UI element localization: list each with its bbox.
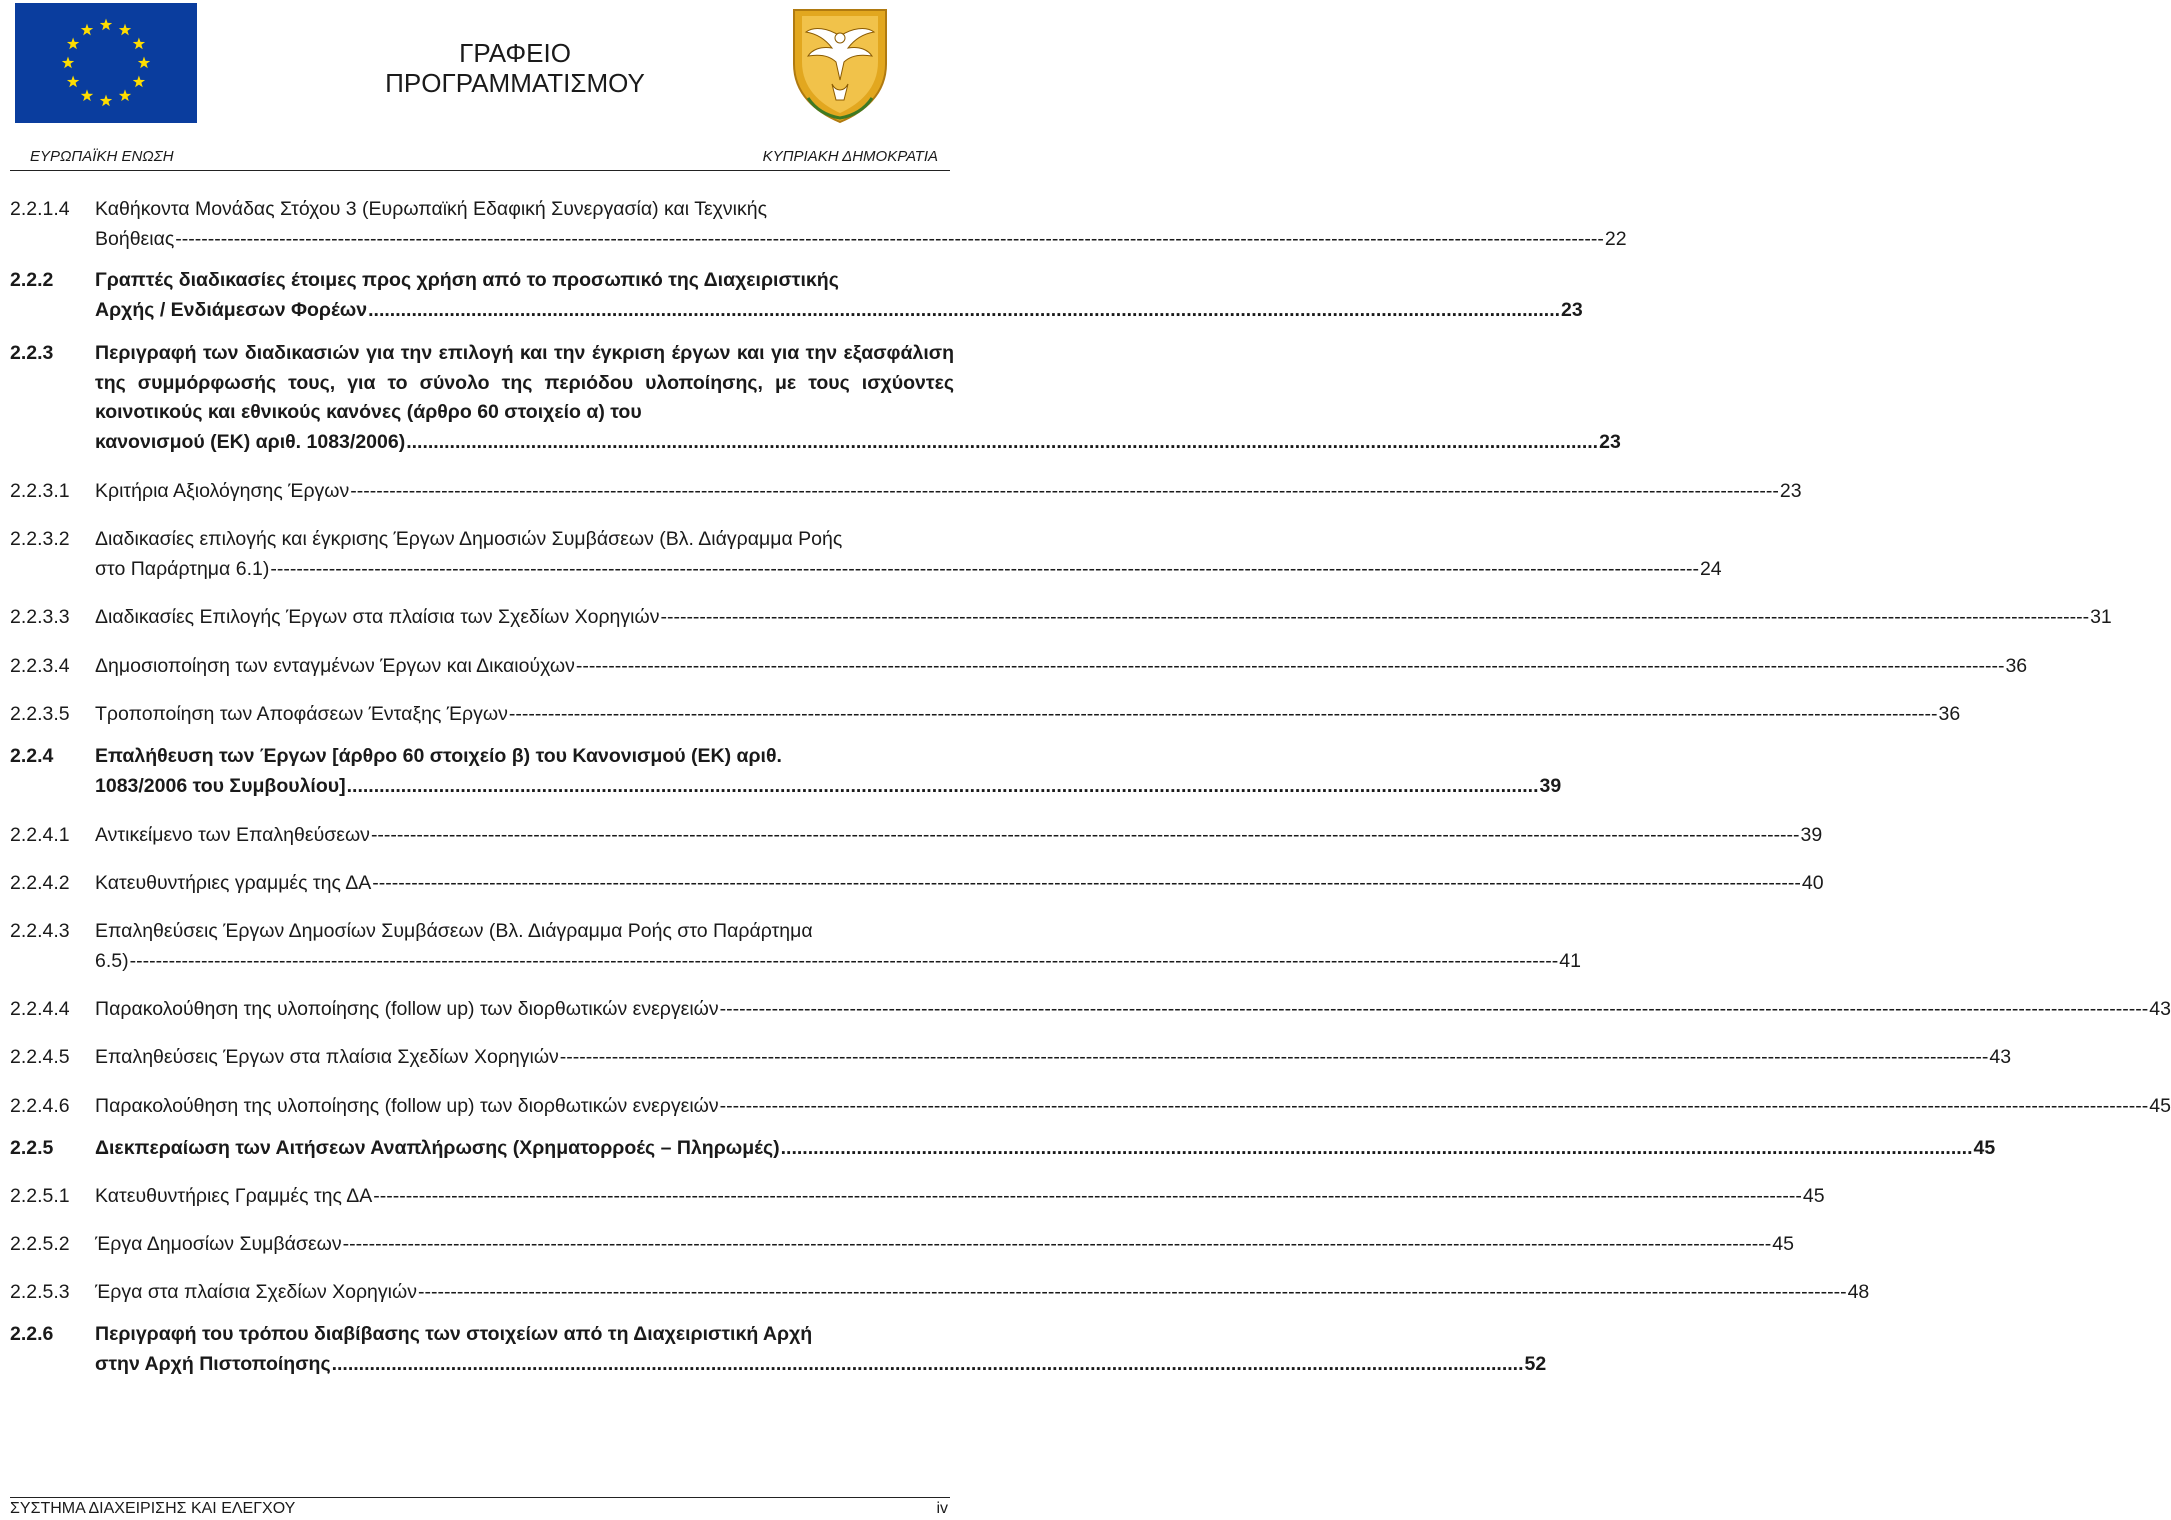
toc-entry-number: 2.2.1.4 (10, 198, 70, 220)
toc-entry (10, 1182, 1825, 1212)
toc-entry-title-end: Παρακολούθηση της υλοποίησης (follow up) των διορθωτικών ενεργειών (95, 1095, 719, 1117)
star-icon (81, 89, 93, 101)
star-icon (100, 19, 112, 31)
cyprus-label: ΚΥΠΡΙΑΚΗ ΔΗΜΟΚΡΑΤΙΑ (762, 148, 938, 165)
toc-entry (10, 1230, 1794, 1260)
toc-entry (10, 477, 1802, 507)
toc-leader: ---------------------------------------------------------------------------------------------------------------------------------------------------------------------------------------------------------------------------- (417, 1281, 1847, 1303)
toc-entry-page: 45 (1802, 1185, 1825, 1207)
header-title (360, 38, 670, 98)
toc-entry-number: 2.2.5.3 (10, 1281, 70, 1303)
toc-entry-number: 2.2.6 (10, 1323, 54, 1345)
toc-entry (10, 1043, 2012, 1073)
star-icon (67, 76, 79, 88)
toc-entry-title-end: Αντικείμενο των Επαληθεύσεων (95, 824, 370, 846)
toc-entry-number: 2.2.3.2 (10, 528, 70, 550)
toc-entry (10, 1320, 1547, 1379)
toc-entry-page: 41 (1559, 949, 1581, 972)
star-icon (133, 38, 145, 50)
toc-leader: ............................................................................................................................................................................................................................ (346, 774, 1539, 797)
star-icon (100, 95, 112, 107)
toc-entry-number: 2.2.4.3 (10, 920, 70, 942)
toc-entry-number: 2.2.4.6 (10, 1095, 70, 1117)
toc-entry-title-end: στην Αρχή Πιστοποίησης (95, 1352, 331, 1375)
toc-entry-title-end: 6.5) (95, 949, 129, 972)
toc-leader: ---------------------------------------------------------------------------------------------------------------------------------------------------------------------------------------------------------------------------- (719, 1095, 2149, 1117)
toc-entry-number: 2.2.3.4 (10, 655, 70, 677)
toc-entry-title-end: Αρχής / Ενδιάμεσων Φορέων (95, 298, 368, 321)
star-icon (119, 24, 131, 36)
toc-entry-title-end: κανονισμού (ΕΚ) αριθ. 1083/2006) (95, 430, 406, 453)
toc-entry-title-end: Έργα Δημοσίων Συμβάσεων (95, 1233, 342, 1255)
toc-entry-page: 45 (1772, 1233, 1794, 1255)
toc-entry-number: 2.2.3.3 (10, 606, 70, 628)
page-number: iv (936, 1500, 948, 1517)
footer-divider (10, 1497, 950, 1498)
toc-leader: ---------------------------------------------------------------------------------------------------------------------------------------------------------------------------------------------------------------------------- (660, 606, 2090, 628)
toc-entry-page: 45 (1973, 1137, 1996, 1159)
toc-entry-page: 23 (1779, 480, 1802, 502)
toc-leader: ............................................................................................................................................................................................................................ (780, 1137, 1973, 1159)
toc-entry (10, 1278, 1870, 1308)
toc-entry-page: 23 (1599, 430, 1621, 453)
toc-entry-title-end: Κριτήρια Αξιολόγησης Έργων (95, 480, 350, 502)
toc-entry-title: Διαδικασίες επιλογής και έγκρισης Έργων Δημοσιών Συμβάσεων (Βλ. Διάγραμμα Ροής (95, 528, 843, 550)
toc-entry (10, 652, 2028, 682)
toc-entry (10, 1092, 2171, 1122)
toc-leader: ---------------------------------------------------------------------------------------------------------------------------------------------------------------------------------------------------------------------------- (350, 480, 1779, 502)
toc-entry-title-end: Έργα στα πλαίσια Σχεδίων Χορηγιών (95, 1281, 417, 1303)
toc-entry-number: 2.2.3 (10, 342, 54, 364)
toc-entry-title-end: Τροποποίηση των Αποφάσεων Ένταξης Έργων (95, 703, 508, 725)
toc-entry-page: 39 (1539, 774, 1562, 797)
toc-entry-page: 43 (2149, 998, 2171, 1020)
toc-entry-page: 22 (1604, 227, 1627, 250)
toc-entry-number: 2.2.4.5 (10, 1046, 70, 1068)
star-icon (119, 89, 131, 101)
star-icon (62, 57, 74, 69)
star-icon (138, 57, 150, 69)
toc-entry-title: Επαλήθευση των Έργων [άρθρο 60 στοιχείο β) του Κανονισμού (ΕΚ) αριθ. (95, 745, 782, 767)
toc-entry-title-end: Βοήθειας (95, 227, 175, 250)
toc-entry-page: 52 (1524, 1352, 1547, 1375)
toc-entry-title: Επαληθεύσεις Έργων Δημοσίων Συμβάσεων (Βλ. Διάγραμμα Ροής στο Παράρτημα (95, 920, 813, 942)
toc-entry-page: 24 (1699, 557, 1722, 580)
toc-entry-page: 31 (2090, 606, 2112, 628)
eu-flag-icon (15, 3, 197, 123)
header-title-line1: ΓΡΑΦΕΙΟ (459, 38, 571, 68)
toc-leader: ............................................................................................................................................................................................................................ (331, 1352, 1524, 1375)
toc-leader: ---------------------------------------------------------------------------------------------------------------------------------------------------------------------------------------------------------------------------- (342, 1233, 1772, 1255)
toc-leader: ---------------------------------------------------------------------------------------------------------------------------------------------------------------------------------------------------------------------------- (270, 557, 1699, 580)
toc-entry-page: 36 (2005, 655, 2028, 677)
star-icon (133, 76, 145, 88)
header-title-line2: ΠΡΟΓΡΑΜΜΑΤΙΣΜΟΥ (385, 68, 645, 98)
toc-leader: ---------------------------------------------------------------------------------------------------------------------------------------------------------------------------------------------------------------------------- (508, 703, 1938, 725)
toc-leader: ---------------------------------------------------------------------------------------------------------------------------------------------------------------------------------------------------------------------------- (175, 227, 1604, 250)
toc-entry-page: 48 (1847, 1281, 1870, 1303)
footer-title: ΣΥΣΤΗΜΑ ΔΙΑΧΕΙΡΙΣΗΣ ΚΑΙ ΕΛΕΓΧΟΥ (10, 1500, 296, 1517)
toc-entry-title: Γραπτές διαδικασίες έτοιμες προς χρήση από το προσωπικό της Διαχειριστικής (95, 269, 839, 291)
toc-entry-number: 2.2.4.4 (10, 998, 70, 1020)
toc-entry-page: 40 (1801, 872, 1824, 894)
toc-entry-number: 2.2.5 (10, 1137, 54, 1159)
toc-entry-title-end: Παρακολούθηση της υλοποίησης (follow up) των διορθωτικών ενεργειών (95, 998, 719, 1020)
eu-flag-stars (15, 3, 197, 123)
toc-leader: ---------------------------------------------------------------------------------------------------------------------------------------------------------------------------------------------------------------------------- (559, 1046, 1989, 1068)
toc-leader: ---------------------------------------------------------------------------------------------------------------------------------------------------------------------------------------------------------------------------- (575, 655, 2005, 677)
toc-entry-page: 39 (1800, 824, 1823, 846)
toc-entry (10, 266, 1583, 325)
toc-entry-title-end: στο Παράρτημα 6.1) (95, 557, 270, 580)
toc-leader: ---------------------------------------------------------------------------------------------------------------------------------------------------------------------------------------------------------------------------- (373, 1185, 1802, 1207)
toc-entry (10, 869, 1824, 899)
toc-entry-page: 36 (1938, 703, 1961, 725)
toc-entry-title-end: Διεκπεραίωση των Αιτήσεων Αναπλήρωσης (Χρηματορροές – Πληρωμές) (95, 1137, 780, 1159)
toc-entry-number: 2.2.3.1 (10, 480, 70, 502)
toc-entry-page: 43 (1989, 1046, 2012, 1068)
toc-entry-number: 2.2.3.5 (10, 703, 70, 725)
toc-leader: ---------------------------------------------------------------------------------------------------------------------------------------------------------------------------------------------------------------------------- (372, 872, 1801, 894)
star-icon (67, 38, 79, 50)
toc-entry-title: Περιγραφή των διαδικασιών για την επιλογή και την έγκριση έργων και για την εξασφάλιση της συμμόρφωσής τους, για το σύνολο της περιόδου υλοποίησης, με τους ισχύοντες κοινοτικούς και εθνικούς κανόνες (άρθρο 60 στοιχείο α) του (95, 342, 954, 423)
toc-leader: ............................................................................................................................................................................................................................ (406, 430, 1599, 453)
toc-entry-title: Περιγραφή του τρόπου διαβίβασης των στοιχείων από τη Διαχειριστική Αρχή (95, 1323, 813, 1345)
toc-entry-title: Καθήκοντα Μονάδας Στόχου 3 (Ευρωπαϊκή Εδαφική Συνεργασία) και Τεχνικής (95, 198, 767, 220)
eu-label: ΕΥΡΩΠΑΪΚΗ ΕΝΩΣΗ (30, 148, 174, 165)
toc-entry (10, 917, 1581, 976)
toc-entry-number: 2.2.4.2 (10, 872, 70, 894)
toc-entry-number: 2.2.2 (10, 269, 54, 291)
toc-entry (10, 700, 1961, 730)
toc-entry-page: 45 (2149, 1095, 2171, 1117)
cyprus-coat-of-arms-icon (780, 2, 900, 126)
toc-entry (10, 995, 2171, 1025)
toc-leader: ---------------------------------------------------------------------------------------------------------------------------------------------------------------------------------------------------------------------------- (370, 824, 1800, 846)
toc-entry-title-end: 1083/2006 του Συμβουλίου] (95, 774, 346, 797)
header-divider (10, 170, 950, 171)
toc-leader: ---------------------------------------------------------------------------------------------------------------------------------------------------------------------------------------------------------------------------- (129, 949, 1559, 972)
toc-entry (10, 821, 1823, 851)
toc-entry-number: 2.2.5.1 (10, 1185, 70, 1207)
star-icon (81, 24, 93, 36)
toc-leader: ---------------------------------------------------------------------------------------------------------------------------------------------------------------------------------------------------------------------------- (719, 998, 2149, 1020)
toc-entry (10, 1134, 1996, 1164)
toc-entry (10, 603, 2112, 633)
toc-entry-page: 23 (1561, 298, 1583, 321)
toc-entry (10, 525, 1722, 584)
toc-entry-title-end: Κατευθυντήριες Γραμμές της ΔΑ (95, 1185, 373, 1207)
toc-entry-number: 2.2.4.1 (10, 824, 70, 846)
toc-entry (10, 195, 1627, 254)
toc-entry-title-end: Διαδικασίες Επιλογής Έργων στα πλαίσια των Σχεδίων Χορηγιών (95, 606, 660, 628)
toc-leader: ............................................................................................................................................................................................................................ (368, 298, 1561, 321)
emblem-svg (780, 2, 900, 126)
toc-entry-title-end: Κατευθυντήριες γραμμές της ΔΑ (95, 872, 372, 894)
toc-entry (10, 742, 1562, 801)
toc-entry-title-end: Επαληθεύσεις Έργων στα πλαίσια Σχεδίων Χορηγιών (95, 1046, 559, 1068)
toc-entry-number: 2.2.4 (10, 745, 54, 767)
toc-entry-title-end: Δημοσιοποίηση των ενταγμένων Έργων και Δικαιούχων (95, 655, 575, 677)
toc-entry-number: 2.2.5.2 (10, 1233, 70, 1255)
toc-entry (10, 339, 1621, 457)
